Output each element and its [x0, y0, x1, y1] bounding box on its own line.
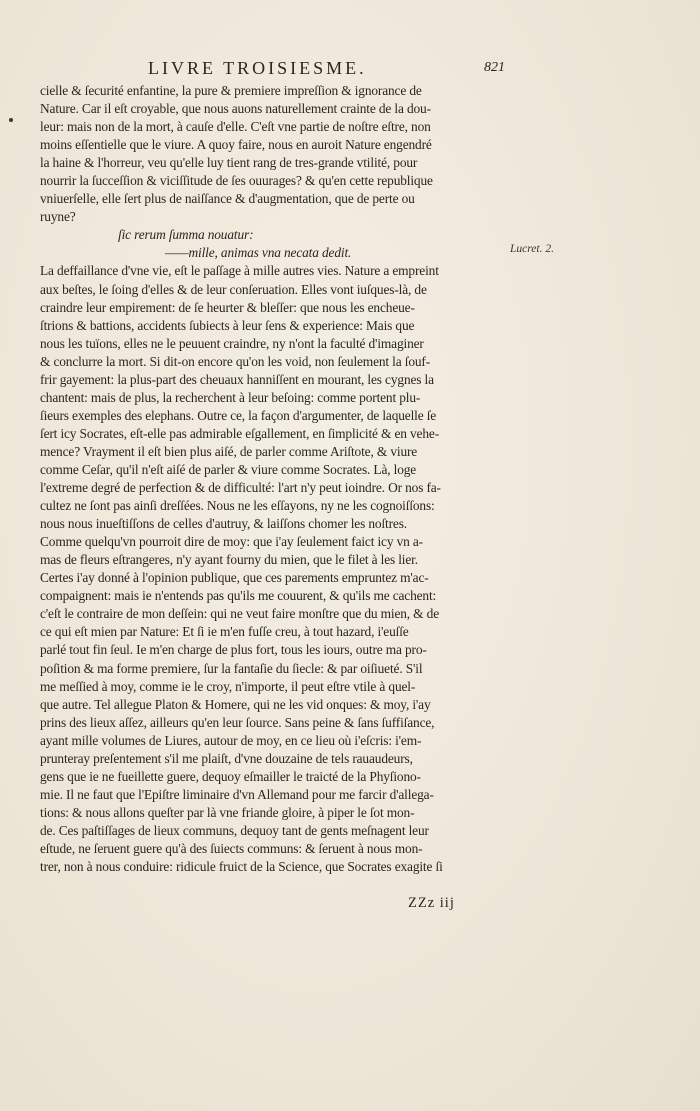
text-line: leur: mais non de la mort, à cauſe d'elle. C'eſt vne partie de noſtre eſtre, non	[40, 119, 431, 135]
body-text	[40, 82, 512, 876]
text-line: ſert icy Socrates, eſt-elle pas admirable eſgallement, en ſimplicité & en vehe-	[40, 425, 440, 441]
running-head: LIVRE TROISIESME.	[148, 58, 367, 78]
text-line: Certes i'ay donné à l'opinion publique, que ces parements empruntez m'ac-	[40, 570, 429, 586]
text-line: de. Ces paſtiſſages de lieux communs, dequoy tant de gents meſnagent leur	[40, 822, 429, 838]
text-line: ce qui eſt mien par Nature: Et ſi ie m'en fuſſe creu, à tout hazard, i'euſſe	[40, 624, 409, 640]
text-line: mence? Vrayment il eſt bien plus aiſé, de parler comme Ariſtote, & viure	[40, 443, 418, 459]
text-line: eſtude, ne ſeruent guere qu'à des ſuiects communs: & ſeruent à nous mon-	[40, 840, 423, 856]
page-number: 821	[484, 60, 505, 75]
text-line: chantent: mais de plus, la recherchent à leur beſoing: comme portent plu-	[40, 389, 421, 405]
text-line: & conclurre la mort. Si dit-on encore qu'on les void, non ſeulement la ſouf-	[40, 353, 431, 369]
text-line: frir gayement: la plus-part des cheuaux hanniſſent en mourant, les cygnes la	[40, 371, 434, 387]
text-line: prins des lieux aſſez, ailleurs qu'en leur ſource. Sans peine & ſans ſuffiſance,	[40, 714, 435, 730]
text-line: ſieurs exemples des elephans. Outre ce, la façon d'argumenter, de laquelle ſe	[40, 407, 437, 423]
ink-spot	[9, 118, 13, 122]
text-line: cielle & ſecurité enfantine, la pure & premiere impreſſion & ignorance de	[40, 83, 422, 98]
text-line: poſition & ma forme premiere, ſur la fantaſie du ſiecle: & par oiſiueté. S'il	[40, 660, 423, 676]
text-line: ayant mille volumes de Liures, autour de moy, en ce lieu où i'eſcris: i'em-	[40, 732, 422, 748]
text-line: ruyne?	[40, 209, 76, 225]
signature-mark: ZZz iij	[408, 895, 455, 911]
text-line: Comme quelqu'vn pourroit dire de moy: que i'ay ſeulement faict icy vn a-	[40, 534, 423, 550]
quotation-line: ſic rerum ſumma nouatur:	[118, 227, 254, 243]
text-line: parlé tout fin ſeul. Ie m'en charge de plus fort, tous les iours, outre ma pro-	[40, 642, 427, 658]
text-line: La deffaillance d'vne vie, eſt le paſſage à mille autres vies. Nature a empreint	[40, 263, 439, 279]
text-line: compaignent: mais ie n'entends pas qu'ils me couurent, & qu'ils me cachent:	[40, 588, 437, 604]
text-line: tions: & nous allons queſter par là vne friande gloire, à piper le ſot mon-	[40, 804, 415, 820]
quotation-line: ——mille, animas vna necata dedit.	[165, 245, 352, 261]
text-line: aux beſtes, le ſoing d'elles & de leur conſeruation. Elles vont iuſques-là, de	[40, 281, 427, 297]
text-line: me meſſied à moy, comme ie le croy, n'importe, il peut eſtre vtile à quel-	[40, 678, 416, 694]
text-line: nous les tuïons, elles ne le peuuent craindre, ny n'ont la faculté d'imaginer	[40, 335, 424, 351]
text-line: l'extreme degré de perfection & de difficulté: l'art n'y peut ioindre. Or nos fa-	[40, 480, 441, 496]
text-line: nous nous inueſtiſſons de celles d'autruy, & laiſſons chomer les noſtres.	[40, 516, 407, 532]
text-line: la haine & l'horreur, veu qu'elle luy tient rang de tres-grande vtilité, pour	[40, 155, 418, 171]
text-line: que autre. Tel allegue Platon & Homere, qui ne les vid onques: & moy, i'ay	[40, 696, 431, 712]
text-line: craindre leur empirement: de ſe heurter & bleſſer: que nous les encheue-	[40, 299, 415, 315]
text-line: ſtrions & battions, accidents ſubiects à leur ſens & experience: Mais que	[40, 317, 415, 333]
text-line: vniuerſelle, elle ſert plus de naiſſance & d'augmentation, que de perte ou	[40, 191, 415, 207]
text-line: trer, non à nous conduire: ridicule fruict de la Science, que Socrates exagite ſi	[40, 859, 443, 875]
text-line: gens que ie ne fueillette guere, dequoy eſmailler le traicté de la Phyſiono-	[40, 768, 421, 784]
text-line: comme Ceſar, qu'il n'eſt aiſé de parler & viure comme Socrates. Là, loge	[40, 461, 417, 477]
text-line: moins eſſentielle que le viure. A quoy faire, nous en auroit Nature engendré	[40, 137, 432, 153]
text-line: prunteray preſentement s'il me plaiſt, d'vne douzaine de tels rauaudeurs,	[40, 750, 413, 766]
text-line: mas de fleurs eſtrangeres, n'y ayant fourny du mien, que le filet à les lier.	[40, 552, 418, 568]
text-line: nourrir la ſucceſſion & viciſſitude de ſes ouurages? & qu'en cette republique	[40, 173, 433, 189]
text-line: c'eſt le contraire de mon deſſein: qui ne veut faire monſtre que du mien, & de	[40, 606, 439, 622]
text-line: mie. Il ne faut que l'Epiſtre liminaire d'vn Allemand pour me farcir d'allega-	[40, 786, 434, 802]
text-line: Nature. Car il eſt croyable, que nous auons naturellement crainte de la dou-	[40, 101, 431, 117]
margin-note: Lucret. 2.	[510, 243, 554, 255]
text-line: cultez ne ſont pas ainſi dreſſées. Nous ne les eſſayons, ny ne les cognoiſſons:	[40, 498, 435, 514]
